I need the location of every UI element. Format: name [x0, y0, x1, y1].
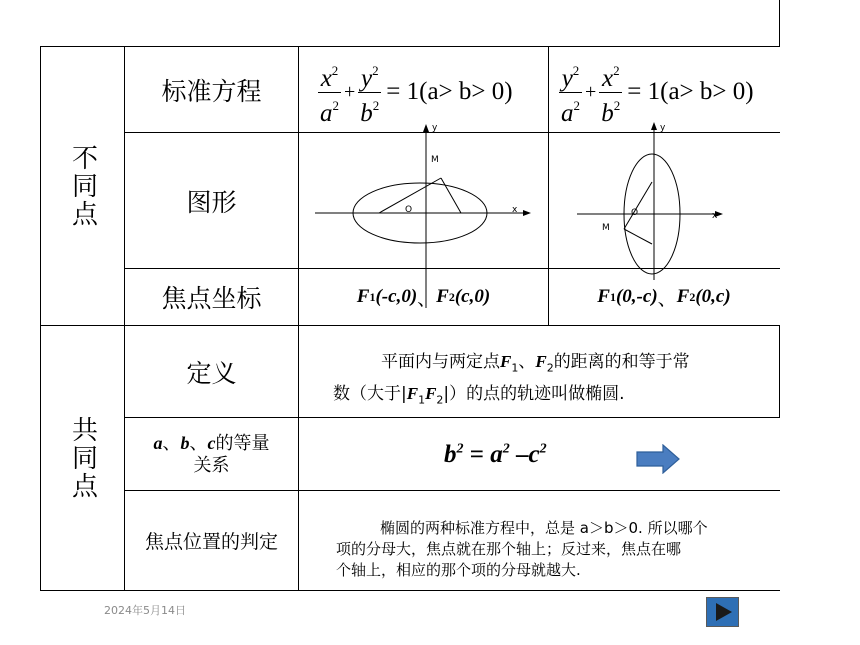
row-header-gongtong — [41, 326, 124, 590]
equation-left: $\frac{x^2}{a^2}$ + $\frac{y^2}{b^2}$ = 1(a> b> 0) — [317, 60, 513, 124]
definition-f2b-sub: 2 — [436, 393, 444, 407]
equation-right-num1: y — [561, 64, 573, 92]
definition-sep: 、 — [518, 352, 536, 372]
relation-c: c — [528, 441, 540, 468]
figure-left-label-y: y — [432, 123, 438, 133]
table-bottom-border — [40, 590, 780, 591]
label-relation-line1 — [154, 432, 270, 455]
row-header-gongtong-text: 共同点 — [67, 416, 98, 500]
foci-right-f1-args: (0,-c) — [615, 286, 658, 307]
relation-b-exp: 2 — [456, 441, 464, 457]
label-relation-sep2: 、 — [189, 432, 208, 454]
figure-left-label-o: O — [405, 205, 413, 215]
figure-right — [549, 118, 779, 280]
label-relation-tail: 的等量 — [215, 432, 270, 454]
equation-right-den1: a — [561, 99, 574, 127]
equation-right-frac2: $\frac{x^2}{b^2}$ — [601, 62, 621, 127]
figure-right-focal-line-1 — [624, 182, 652, 229]
foci-right — [549, 269, 779, 325]
equation-left-num2: y — [360, 64, 373, 92]
label-standard-equation-text: 标准方程 — [161, 76, 262, 106]
table-right-edge-lower — [779, 325, 780, 418]
figure-left-label-x: x — [512, 205, 518, 215]
definition-f1-sub: 1 — [511, 361, 519, 375]
label-relation-b: b — [180, 432, 190, 453]
figure-right-label-x: x — [712, 211, 718, 221]
label-focus-coords-text: 焦点坐标 — [161, 284, 262, 313]
definition-p4: |）的点的轨迹叫做椭圆. — [443, 384, 625, 405]
figure-left-focal-line-2 — [441, 178, 461, 213]
relation-eq: = — [463, 441, 491, 468]
foci-right-f2-args: (0,c) — [695, 286, 731, 307]
equation-left-num1: x — [320, 64, 332, 92]
equation-left-rhs: = 1(a> b> 0) — [386, 78, 513, 105]
foci-left-f1-args: (-c,0) — [375, 286, 418, 307]
foci-right-sep: 、 — [657, 287, 677, 310]
figure-left-y-arrow — [423, 124, 429, 132]
figure-right-label-o: O — [631, 208, 639, 218]
figure-right-focal-line-2 — [624, 229, 652, 244]
footer-date: 2024年5月14日 — [104, 604, 186, 617]
equation-left-frac1: $\frac{x^2}{a^2}$ — [320, 62, 339, 127]
foci-right-f2: F — [676, 286, 690, 307]
label-focus-position-text: 焦点位置的判定 — [144, 531, 278, 553]
label-definition — [125, 326, 298, 417]
row-header-butong — [41, 47, 124, 325]
label-relation — [125, 418, 298, 490]
figure-left-x-arrow — [523, 210, 531, 216]
foci-left-f2: F — [436, 286, 449, 307]
relation-a-exp: 2 — [502, 441, 510, 457]
figure-right-label-m: M — [602, 223, 610, 233]
equation-left-den1: a — [320, 99, 333, 127]
definition-f2-sub: 2 — [546, 361, 554, 375]
relation-a: a — [490, 441, 503, 468]
foci-left-f2-sub: 2 — [448, 289, 455, 304]
row-header-butong-text: 不同点 — [67, 144, 98, 228]
foci-left-f1: F — [356, 286, 370, 307]
judgement-line1: 椭圆的两种标准方程中，总是 a＞b＞0. 所以哪个 — [380, 519, 708, 537]
next-slide-button[interactable] — [706, 597, 739, 627]
equation-right-num2: x — [601, 64, 614, 92]
definition-p3: 数（大于| — [333, 384, 407, 405]
figure-right-y-arrow — [651, 122, 657, 130]
figure-left-label-m: M — [431, 155, 439, 165]
right-arrow-button[interactable] — [636, 444, 680, 474]
definition-text — [333, 349, 779, 414]
relation-b: b — [444, 441, 457, 468]
relation-c-exp: 2 — [539, 441, 547, 457]
definition-line1 — [333, 349, 779, 381]
label-definition-text: 定义 — [186, 358, 237, 388]
label-relation-sep1: 、 — [162, 432, 181, 454]
judgement-text — [336, 518, 779, 581]
label-standard-equation — [125, 47, 298, 132]
foci-left-f2-args: (c,0) — [454, 286, 491, 307]
play-icon — [707, 598, 738, 626]
label-figure-text: 图形 — [186, 187, 237, 217]
equation-right: $\frac{y^2}{a^2}$ + $\frac{x^2}{b^2}$ = 1(a> b> 0) — [558, 60, 754, 124]
definition-f2: F — [535, 352, 547, 371]
equation-left-frac2: $\frac{y^2}{b^2}$ — [360, 62, 380, 127]
judgement-line2: 项的分母大，焦点就在那个轴上；反过来，焦点在哪 — [336, 540, 682, 558]
equation-right-den2: b — [601, 99, 614, 127]
definition-f1b-sub: 1 — [418, 393, 426, 407]
foci-right-f2-sub: 2 — [689, 289, 696, 304]
equation-left-den2: b — [360, 99, 373, 127]
label-relation-a: a — [153, 432, 163, 453]
foci-right-f1-sub: 1 — [609, 289, 616, 304]
equation-right-rhs: = 1(a> b> 0) — [627, 78, 754, 105]
foci-right-f1: F — [597, 286, 610, 307]
label-focus-coords — [125, 269, 298, 325]
definition-line2 — [333, 381, 779, 413]
equation-right-frac1: $\frac{y^2}{a^2}$ — [561, 62, 580, 127]
label-focus-position — [125, 491, 298, 590]
foci-left — [299, 269, 548, 325]
label-figure — [125, 133, 298, 268]
definition-f2b: F — [425, 384, 437, 404]
foci-left-f1-sub: 1 — [369, 289, 376, 304]
relation-formula — [444, 441, 547, 469]
figure-right-label-y: y — [660, 123, 666, 133]
definition-p2: 的距离的和等于常 — [553, 352, 690, 372]
relation-minus: – — [509, 441, 529, 468]
label-relation-line2: 关系 — [193, 454, 230, 476]
definition-f1: F — [500, 352, 512, 371]
label-relation-c: c — [207, 432, 216, 453]
judgement-line3: 个轴上，相应的那个项的分母就越大. — [336, 561, 581, 579]
definition-f1b: F — [406, 384, 419, 404]
foci-left-sep: 、 — [417, 287, 437, 310]
table-right-edge — [779, 0, 780, 47]
definition-p1: 平面内与两定点 — [381, 352, 500, 372]
